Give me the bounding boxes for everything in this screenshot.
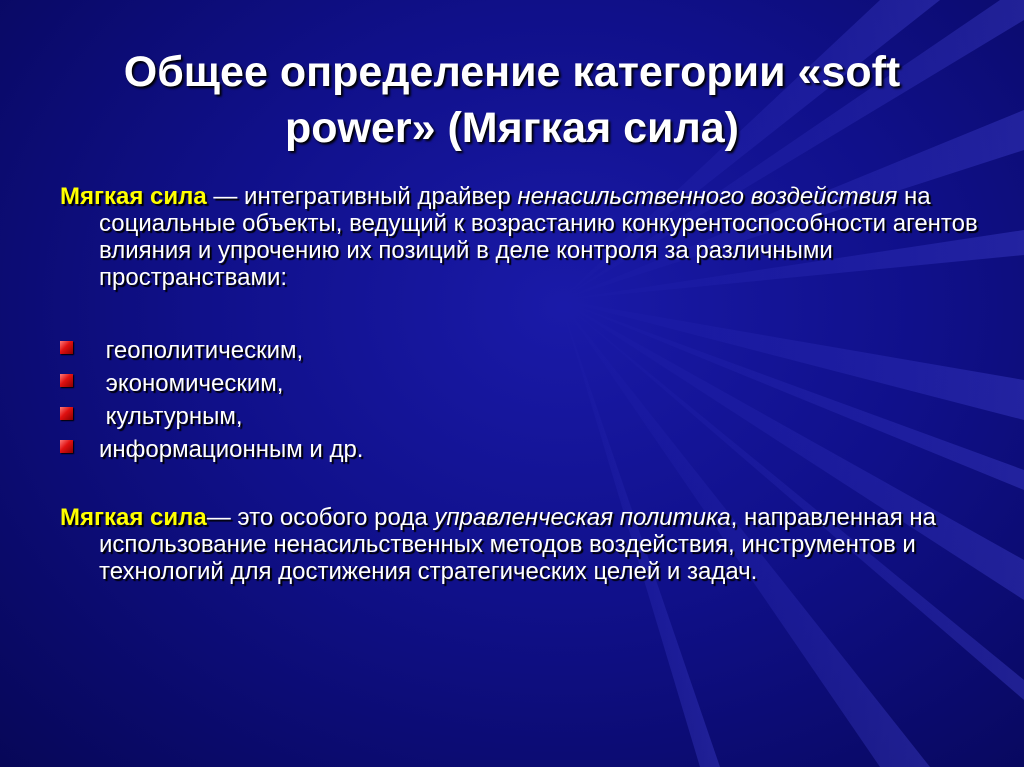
paragraph-text: , направленная на использование ненасильственных методов воздействия, инструментов и технологий для достижения стратегических целей и задач. [99, 504, 936, 585]
paragraph-text: — это особого рода [206, 504, 435, 531]
bullet-square-icon [60, 440, 73, 453]
definition-paragraph-2 [60, 504, 999, 585]
definition-paragraph-1 [60, 183, 999, 291]
list-item: информационным и др. [60, 436, 760, 469]
term-soft-power: Мягкая сила [60, 183, 207, 210]
bullet-square-icon [60, 407, 73, 420]
paragraph-italic: управленческая политика [434, 504, 731, 531]
paragraph-text: на социальные объекты, ведущий к возрастанию конкурентоспособности агентов влияния и упрочению их позиций в деле контроля за различными пространствами: [99, 183, 978, 291]
bullet-square-icon [60, 374, 73, 387]
term-soft-power: Мягкая сила [60, 504, 207, 531]
slide-title: Общее определение категории «soft power» (Мягкая сила) [123, 48, 901, 152]
paragraph-text: — интегративный драйвер [206, 183, 518, 210]
list-item: геополитическим, [60, 337, 760, 370]
list-item: культурным, [60, 403, 760, 436]
bullet-square-icon [60, 341, 73, 354]
list-item: экономическим, [60, 370, 760, 403]
spaces-list [60, 337, 760, 469]
paragraph-italic: ненасильственного воздействия [517, 183, 898, 210]
